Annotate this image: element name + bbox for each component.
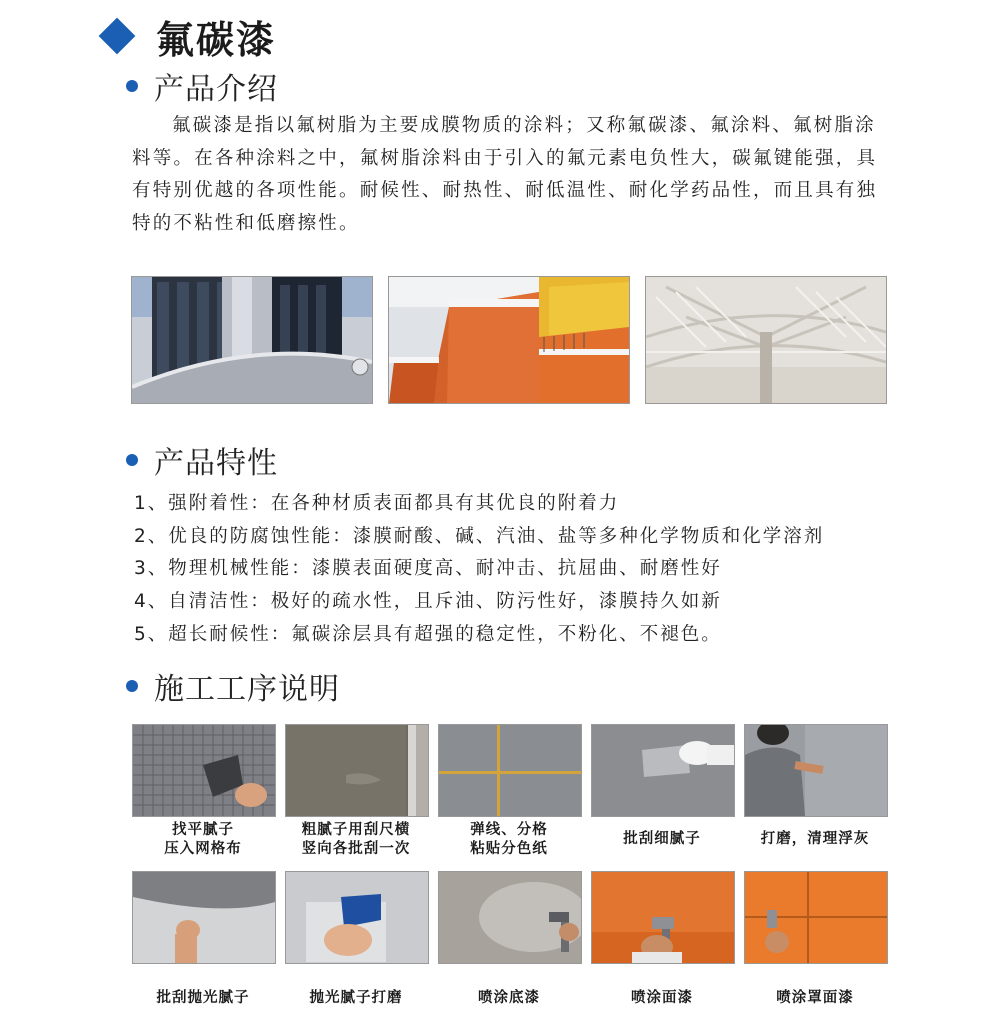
diamond-bullet-icon bbox=[99, 18, 136, 55]
step-caption: 打磨，清理浮灰 bbox=[760, 831, 870, 847]
feature-item: 4、自清洁性：极好的疏水性，且斥油、防污性好，漆膜持久如新 bbox=[134, 591, 722, 613]
step-caption: 喷涂底漆 bbox=[478, 990, 540, 1006]
photo-steel-structure bbox=[645, 276, 887, 404]
section-title: 产品介绍 bbox=[154, 72, 278, 107]
dot-bullet-icon bbox=[126, 80, 138, 92]
step-photo-sanding bbox=[744, 724, 888, 817]
feature-item: 2、优良的防腐蚀性能：漆膜耐酸、碱、汽油、盐等多种化学物质和化学溶剂 bbox=[134, 525, 825, 547]
section-process-heading bbox=[126, 666, 340, 706]
step-photo-spray-primer bbox=[438, 871, 582, 964]
step-caption: 喷涂罩面漆 bbox=[776, 990, 854, 1006]
step-photo-grid-lines bbox=[438, 724, 582, 817]
page-title: 氟碳漆 bbox=[156, 17, 277, 62]
step-photo-putty-sanding bbox=[285, 871, 429, 964]
section-title: 产品特性 bbox=[154, 446, 278, 481]
feature-item: 5、超长耐候性：氟碳涂层具有超强的稳定性，不粉化、不褪色。 bbox=[134, 623, 722, 645]
photo-aluminum-building bbox=[131, 276, 373, 404]
page-header bbox=[96, 12, 276, 60]
step-photo-mesh bbox=[132, 724, 276, 817]
photo-orange-facade bbox=[388, 276, 630, 404]
dot-bullet-icon bbox=[126, 680, 138, 692]
step-caption: 找平腻子 压入网格布 bbox=[164, 822, 242, 857]
section-intro-heading bbox=[126, 66, 278, 106]
section-title: 施工工序说明 bbox=[154, 672, 340, 707]
step-caption: 批刮细腻子 bbox=[623, 831, 701, 847]
feature-item: 3、物理机械性能：漆膜表面硬度高、耐冲击、抗屈曲、耐磨性好 bbox=[134, 558, 722, 580]
step-caption: 粗腻子用刮尺横 竖向各批刮一次 bbox=[301, 822, 411, 857]
step-caption: 批刮抛光腻子 bbox=[156, 990, 250, 1006]
step-caption: 喷涂面漆 bbox=[631, 990, 693, 1006]
features-list bbox=[134, 488, 824, 651]
feature-item: 1、强附着性：在各种材质表面都具有其优良的附着力 bbox=[134, 493, 620, 514]
section-features-heading bbox=[126, 440, 278, 480]
intro-paragraph: 氟碳漆是指以氟树脂为主要成膜物质的涂料；又称氟碳漆、氟涂料、氟树脂涂料等。在各种涂料之中，氟树脂涂料由于引入的氟元素电负性大，碳氟键能强，具有特别优越的各项性能。耐候性、耐热性、耐低温性、耐化学药品性，而且具有独特的不粘性和低磨擦性。 bbox=[132, 115, 878, 234]
step-photo-polish-putty bbox=[132, 871, 276, 964]
step-photo-spray-clearcoat bbox=[744, 871, 888, 964]
step-photo-spray-topcoat bbox=[591, 871, 735, 964]
step-caption: 抛光腻子打磨 bbox=[309, 990, 403, 1006]
step-photo-fine-putty bbox=[591, 724, 735, 817]
step-caption: 弹线、分格 粘贴分色纸 bbox=[470, 822, 548, 857]
dot-bullet-icon bbox=[126, 454, 138, 466]
step-photo-putty bbox=[285, 724, 429, 817]
